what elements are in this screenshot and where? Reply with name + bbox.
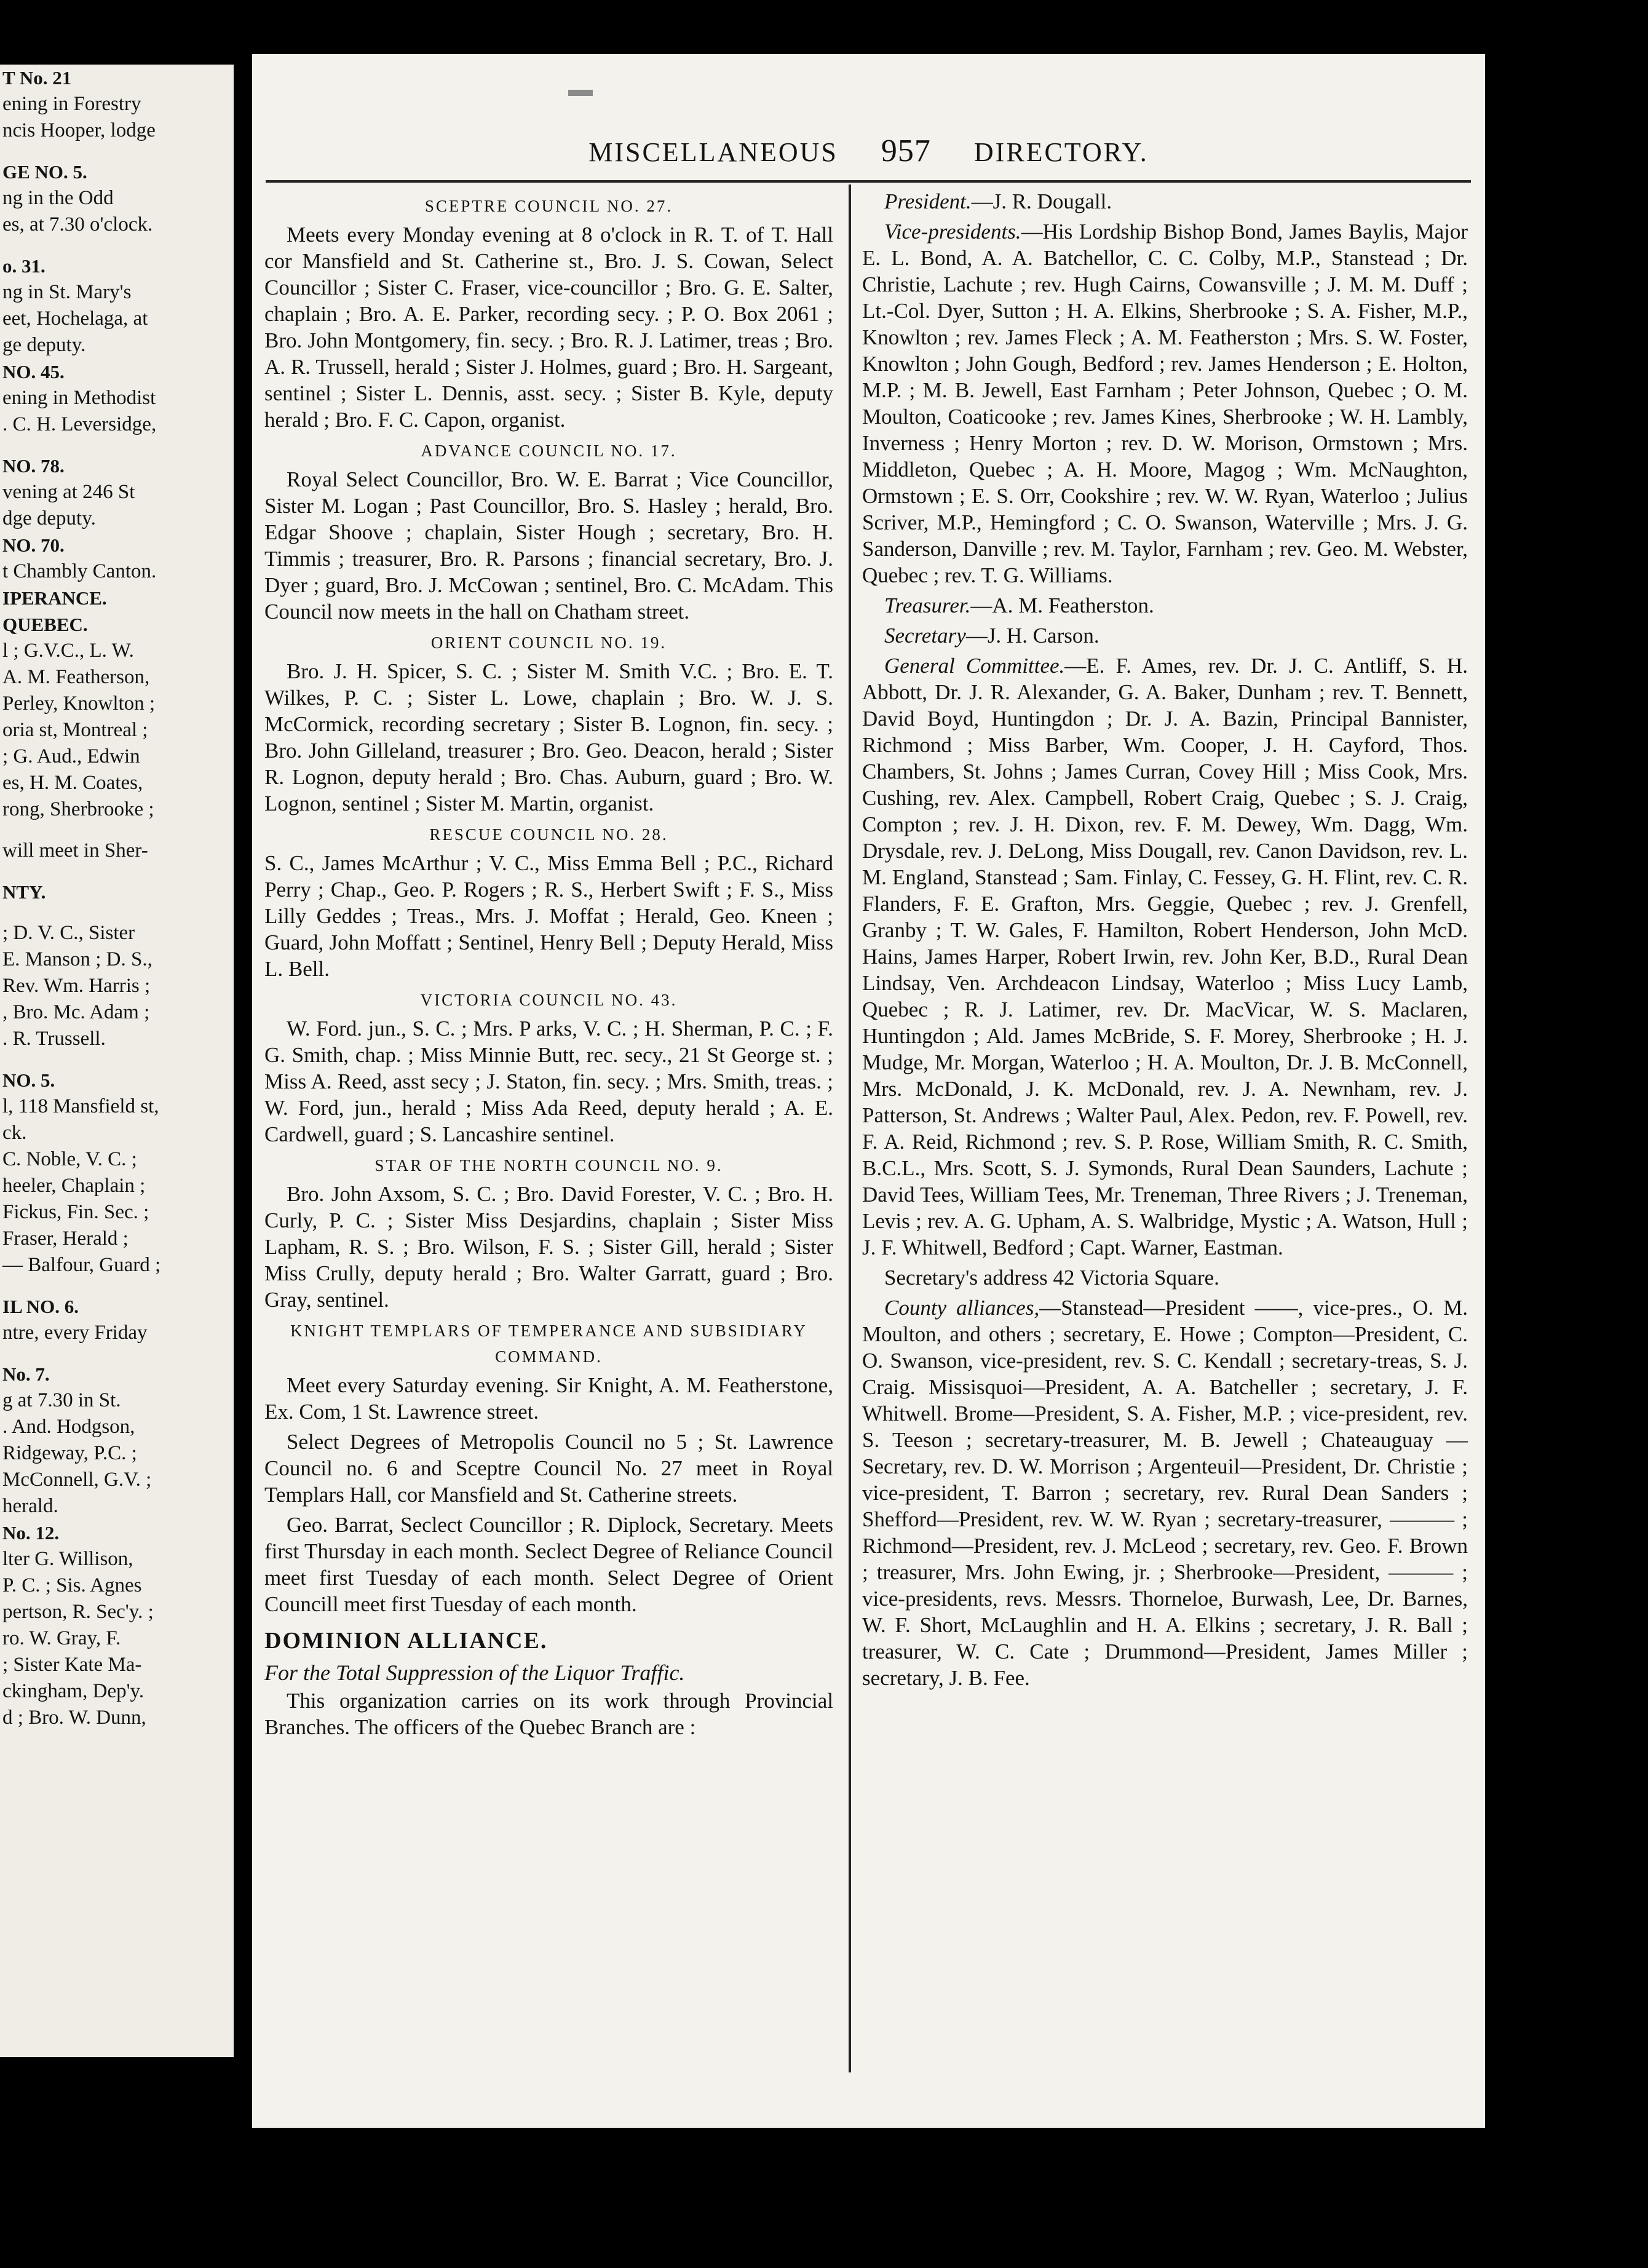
treasurer-label: Treasurer. (884, 593, 971, 617)
fragment-heading: No. 12. (2, 1522, 60, 1544)
running-head (252, 133, 1485, 169)
fragment-line: ening in Forestry (2, 93, 141, 115)
fragment-heading: NO. 45. (2, 361, 65, 383)
fragment-line: ck. (2, 1122, 27, 1144)
fragment-line: Perley, Knowlton ; (2, 692, 156, 715)
rescue-council-heading: RESCUE COUNCIL NO. 28. (429, 825, 668, 844)
adjacent-page-fragment (0, 65, 234, 2057)
fragment-line: E. Manson ; D. S., (2, 948, 153, 970)
fragment-line: will meet in Sher- (2, 839, 148, 862)
fragment-line: ; G. Aud., Edwin (2, 745, 140, 767)
fragment-line: l, 118 Mansfield st, (2, 1095, 159, 1117)
fragment-line: ro. W. Gray, F. (2, 1627, 121, 1649)
fragment-heading: IL NO. 6. (2, 1296, 79, 1317)
binding-tab-mark (568, 90, 593, 96)
fragment-line: ckingham, Dep'y. (2, 1680, 145, 1702)
knight-templars-heading: KNIGHT TEMPLARS OF TEMPERANCE AND SUBSIDIARY COMMAND. (290, 1322, 807, 1366)
rescue-council-text: S. C., James McArthur ; V. C., Miss Emma Bell ; P.C., Richard Perry ; Chap., Geo. P. Rogers ; R. S., Herbert Swift ; F. S., Miss Lilly Geddes ; Treas., Mrs. J. Moffat ; Herald, Geo. Kneen ; Guard, John Moffatt ; Sentinel, Henry Bell ; Deputy Herald, Miss L. Bell. (264, 851, 833, 981)
column-rule (849, 184, 851, 2072)
secretary-address: Secretary's address 42 Victoria Square. (884, 1266, 1219, 1290)
right-column (862, 188, 1468, 1695)
fragment-line: g at 7.30 in St. (2, 1389, 121, 1411)
fragment-line: ; Sister Kate Ma- (2, 1654, 142, 1676)
dominion-alliance-title: DOMINION ALLIANCE. (264, 1628, 548, 1654)
advance-council-text: Royal Select Councillor, Bro. W. E. Barrat ; Vice Councillor, Sister M. Logan ; Past Councillor, Bro. S. Hasley ; herald, Bro. Edgar Shoove ; chaplain, Sister Hough ; secretary, Bro. H. Timmis ; treasurer, Bro. R. Parsons ; financial secretary, Bro. J. Dyer ; guard, Bro. J. McCowan ; sentinel, Bro. C. McAdam. This Council now meets in the hall on Chatham street. (264, 467, 833, 624)
orient-council-heading: ORIENT COUNCIL NO. 19. (430, 633, 667, 652)
orient-council-text: Bro. J. H. Spicer, S. C. ; Sister M. Smith V.C. ; Bro. E. T. Wilkes, P. C. ; Sister L. Lowe, chaplain ; Bro. W. J. S. McCormick, recording secretary ; Sister B. Lognon, fin. secy. ; Bro. John Gilleland, treasurer ; Bro. Geo. Deacon, herald ; Sister R. Lognon, deputy herald ; Bro. Chas. Auburn, guard ; Bro. W. Lognon, sentinel ; Sister M. Martin, organist. (264, 659, 833, 815)
fragment-line: ng in St. Mary's (2, 281, 132, 303)
directory-page (252, 54, 1485, 2128)
vice-presidents-label: Vice-presidents. (884, 220, 1021, 244)
fragment-spacer (0, 823, 234, 838)
fragment-line: lter G. Willison, (2, 1548, 133, 1570)
secretary-label: Secretary (884, 624, 966, 648)
fragment-heading: NTY. (2, 881, 46, 903)
president-label: President. (884, 189, 972, 213)
fragment-line: ng in the Odd (2, 187, 114, 209)
victoria-council-heading: VICTORIA COUNCIL NO. 43. (420, 991, 678, 1009)
fragment-line: es, H. M. Coates, (2, 772, 143, 794)
fragment-line: dge deputy. (2, 507, 96, 529)
secretary-value: —J. H. Carson. (965, 624, 1099, 648)
fragment-heading: QUEBEC. (2, 614, 88, 635)
fragment-line: . C. H. Leversidge, (2, 413, 157, 435)
star-north-council-text: Bro. John Axsom, S. C. ; Bro. David Forester, V. C. ; Bro. H. Curly, P. C. ; Sister Miss Desjardins, chaplain ; Sister Miss Lapham, R. S. ; Bro. Wilson, F. S. ; Sister Gill, herald ; Sister Miss Crully, deputy herald ; Bro. Walter Garratt, guard ; Bro. Gray, sentinel. (264, 1182, 833, 1312)
fragment-line: ntre, every Friday (2, 1322, 148, 1344)
fragment-line: t Chambly Canton. (2, 560, 157, 582)
fragment-spacer (0, 1279, 234, 1293)
alliance-secretary (862, 622, 1468, 649)
header-rule (266, 180, 1471, 183)
fragment-line: ge deputy. (2, 334, 86, 356)
fragment-heading: NO. 70. (2, 534, 65, 556)
general-committee-label: General Committee. (884, 654, 1065, 678)
fragment-heading: No. 7. (2, 1363, 50, 1385)
fragment-line: ncis Hooper, lodge (2, 119, 156, 141)
fragment-line: oria st, Montreal ; (2, 719, 148, 741)
fragment-line: herald. (2, 1495, 58, 1517)
knight-templars-officers: Geo. Barrat, Seclect Councillor ; R. Diplock, Secretary. Meets first Thursday in each month. Seclect Degree of Reliance Council meet first Tuesday of each month. Select Degree of Orient Councill meet first Tuesday of each month. (264, 1513, 833, 1616)
fragment-heading: IPERANCE. (2, 587, 107, 609)
advance-council-heading: ADVANCE COUNCIL NO. 17. (421, 442, 677, 460)
county-alliances (862, 1295, 1468, 1691)
fragment-heading: T No. 21 (2, 67, 72, 89)
fragment-line: C. Noble, V. C. ; (2, 1148, 137, 1170)
left-column (264, 188, 833, 1744)
sceptre-council-text: Meets every Monday evening at 8 o'clock in R. T. of T. Hall cor Mansfield and St. Catherine st., Bro. J. S. Cowan, Select Councillor ; Sister C. Fraser, vice-councillor ; Bro. G. E. Salter, chaplain ; Bro. A. E. Parker, recording secy. ; P. O. Box 2061 ; Bro. John Montgomery, fin. secy. ; Bro. R. J. Latimer, treas ; Bro. A. R. Trussell, herald ; Sister J. Holmes, guard ; Bro. H. Sargeant, sentinel ; Sister L. Dennis, asst. secy. ; Sister B. Kyle, deputy herald ; Bro. F. C. Capon, organist. (264, 223, 833, 432)
fragment-line: pertson, R. Sec'y. ; (2, 1601, 154, 1623)
fragment-line: . And. Hodgson, (2, 1416, 135, 1438)
running-head-right: DIRECTORY. (973, 137, 1149, 167)
fragment-line: Rev. Wm. Harris ; (2, 975, 151, 997)
fragment-spacer (0, 144, 234, 159)
fragment-line: — Balfour, Guard ; (2, 1254, 161, 1276)
vice-presidents-value: —His Lordship Bishop Bond, James Baylis, Major E. L. Bond, A. A. Batchellor, C. C. Colby, M.P., Stanstead ; Dr. Christie, Lachute ; rev. Hugh Cairns, Cowansville ; J. M. M. Duff ; Lt.-Col. Dyer, Sutton ; H. A. Elkins, Sherbrooke ; S. A. Fisher, M.P., Knowlton ; rev. James Fleck ; A. M. Featherston ; Mrs. S. W. Foster, Knowlton ; John Gough, Bedford ; rev. James Henderson ; E. Holton, M.P. ; M. B. Jewell, East Farnham ; Peter Johnson, Quebec ; O. M. Moulton, Coaticooke ; rev. James Kines, Sherbrooke ; W. H. Lambly, Inverness ; Henry Morton ; rev. D. W. Morison, Ormstown ; Mrs. Middleton, Quebec ; A. H. Moore, Magog ; Wm. McNaughton, Ormstown ; E. S. Orr, Cookshire ; rev. W. W. Ryan, Waterloo ; Julius Scriver, M.P., Hemingford ; C. O. Swanson, Waterville ; Mrs. J. G. Sanderson, Danville ; rev. M. Taylor, Farnham ; rev. Geo. M. Webster, Quebec ; rev. T. G. Williams. (862, 220, 1468, 587)
fragment-line: McConnell, G.V. ; (2, 1469, 152, 1491)
fragment-line: A. M. Featherson, (2, 666, 150, 688)
fragment-line: d ; Bro. W. Dunn, (2, 1707, 146, 1729)
fragment-line: eet, Hochelaga, at (2, 307, 148, 330)
alliance-president (862, 188, 1468, 215)
fragment-heading: o. 31. (2, 255, 46, 277)
knight-templars-degrees: Select Degrees of Metropolis Council no 5 ; St. Lawrence Council no. 6 and Sceptre Council No. 27 meet in Royal Templars Hall, cor Mansfield and St. Catherine streets. (264, 1430, 833, 1507)
county-alliances-label: County alliances, (884, 1296, 1040, 1320)
fragment-heading: GE NO. 5. (2, 161, 87, 183)
president-value: —J. R. Dougall. (971, 189, 1112, 213)
general-committee-value: —E. F. Ames, rev. Dr. J. C. Antliff, S. H. Abbott, Dr. J. R. Alexander, G. A. Baker, Dunham ; rev. T. Bennett, David Boyd, Huntingdon ; Dr. J. A. Bazin, Principal Bannister, Richmond ; Miss Barber, Wm. Cooper, J. H. Cayford, Thos. Chambers, St. Johns ; James Curran, Covey Hill ; Miss Cook, Mrs. Cushing, rev. Alex. Campbell, Robert Craig, Quebec ; S. J. Craig, Compton ; rev. J. H. Dixon, rev. F. M. Dewey, Wm. Dagg, Wm. Drysdale, rev. J. DeLong, Miss Dougall, rev. Canon Davidson, rev. L. M. England, Stanstead ; Sam. Finlay, C. Fessey, G. H. Flint, rev. C. R. Flanders, F. E. Grafton, Mrs. Geggie, Quebec ; rev. J. Grenfell, Granby ; T. W. Gales, F. Hamilton, Robert Henderson, John McD. Hains, James Harper, Robert Irwin, rev. John Ker, B.D., Rural Dean Lindsay, Ven. Archdeacon Lindsay, Waterloo ; Miss Lucy Lamb, Quebec ; R. J. Latimer, rev. Dr. MacVicar, W. S. Maclaren, Huntingdon ; Ald. James McBride, S. F. Morey, Sherbrooke ; H. J. Mudge, Mr. Morgan, Waterloo ; H. A. Moulton, Dr. J. B. McConnell, Mrs. McDonald, J. K. McDonald, rev. J. A. Newnham, rev. J. Patterson, St. Andrews ; Walter Paul, Alex. Pedon, rev. F. Powell, rev. F. A. Reid, Richmond ; rev. S. P. Rose, William Smith, R. C. Smith, B.C.L., Mrs. Scott, S. J. Symonds, Rural Dean Saunders, Lachute ; David Tees, William Tees, Mr. Treneman, Three Rivers ; J. Treneman, Levis ; rev. A. G. Upham, A. S. Walbridge, Mystic ; A. Watson, Hull ; J. F. Whitwell, Bedford ; Capt. Warner, Eastman. (862, 654, 1468, 1259)
fragment-line: Ridgeway, P.C. ; (2, 1442, 137, 1464)
sceptre-council-heading: SCEPTRE COUNCIL NO. 27. (424, 197, 673, 215)
alliance-vice-presidents (862, 218, 1468, 589)
fragment-line: l ; G.V.C., L. W. (2, 640, 134, 662)
fragment-line: vening at 246 St (2, 481, 135, 503)
fragment-line: heeler, Chaplain ; (2, 1175, 146, 1197)
fragment-line: es, at 7.30 o'clock. (2, 213, 153, 236)
fragment-line: , Bro. Mc. Adam ; (2, 1001, 150, 1023)
treasurer-value: —A. M. Featherston. (970, 593, 1154, 617)
fragment-line: . R. Trussell. (2, 1028, 106, 1050)
fragment-spacer (0, 1052, 234, 1067)
fragment-line: Fickus, Fin. Sec. ; (2, 1201, 149, 1223)
dominion-alliance-intro: This organization carries on its work through Provincial Branches. The officers of the Quebec Branch are : (264, 1689, 833, 1739)
fragment-line: Fraser, Herald ; (2, 1227, 129, 1250)
fragment-spacer (0, 864, 234, 879)
fragment-line: ; D. V. C., Sister (2, 922, 135, 944)
dominion-alliance-subtitle: For the Total Suppression of the Liquor Traffic. (264, 1660, 685, 1685)
fragment-heading: NO. 5. (2, 1069, 55, 1091)
star-north-council-heading: STAR OF THE NORTH COUNCIL NO. 9. (374, 1156, 723, 1175)
alliance-general-committee (862, 652, 1468, 1261)
fragment-spacer (0, 905, 234, 920)
victoria-council-text: W. Ford. jun., S. C. ; Mrs. P arks, V. C. ; H. Sherman, P. C. ; F. G. Smith, chap. ; Miss Minnie Butt, rec. secy., 21 St George st. ; Miss A. Reed, asst secy ; J. Staton, fin. secy. ; Mrs. Smith, treas. ; W. Ford, jun., herald ; Miss Ada Reed, deputy herald ; A. E. Cardwell, guard ; S. Lancashire sentinel. (264, 1017, 833, 1146)
running-head-left: MISCELLANEOUS (588, 137, 838, 167)
fragment-line: ening in Methodist (2, 387, 156, 409)
page-number: 957 (881, 133, 931, 169)
fragment-spacer (0, 238, 234, 253)
county-alliances-value: —Stanstead—President ——, vice-pres., O. M. Moulton, and others ; secretary, E. Howe ; Compton—President, C. O. Swanson, vice-president, rev. S. C. Kendall ; secretary-treas, S. J. Craig. Missisquoi—President, A. A. Batcheller ; secretary, J. F. Whitwell. Brome—President, S. A. Fisher, M.P. ; vice-president, rev. S. Teeson ; secretary-treasurer, M. B. Jewell ; Chateauguay — Secretary, rev. D. W. Morrison ; Argenteuil—President, Dr. Christie ; vice-president, T. Barron ; secretary, rev. Rural Dean Sanders ; Shefford—President, rev. W. W. Ryan ; secretary-treasurer, ——— ; Richmond—President, rev. J. McLeod ; secretary, rev. Geo. F. Brown ; treasurer, Mrs. John Ewing, jr. ; Sherbrooke—President, ——— ; vice-presidents, revs. Messrs. Thorneloe, Burwash, Lee, Dr. Barnes, W. F. Short, McLaughlin and H. A. Elkins ; secretary, J. R. Ball ; treasurer, W. C. Cate ; Drummond—President, James Miller ; secretary, J. B. Fee. (862, 1296, 1468, 1690)
alliance-treasurer (862, 592, 1468, 619)
fragment-line: rong, Sherbrooke ; (2, 798, 154, 820)
fragment-heading: NO. 78. (2, 455, 65, 477)
fragment-line: P. C. ; Sis. Agnes (2, 1574, 142, 1596)
fragment-spacer (0, 438, 234, 453)
fragment-spacer (0, 1346, 234, 1361)
knight-templars-meeting: Meet every Saturday evening. Sir Knight, A. M. Featherstone, Ex. Com, 1 St. Lawrence street. (264, 1373, 833, 1424)
